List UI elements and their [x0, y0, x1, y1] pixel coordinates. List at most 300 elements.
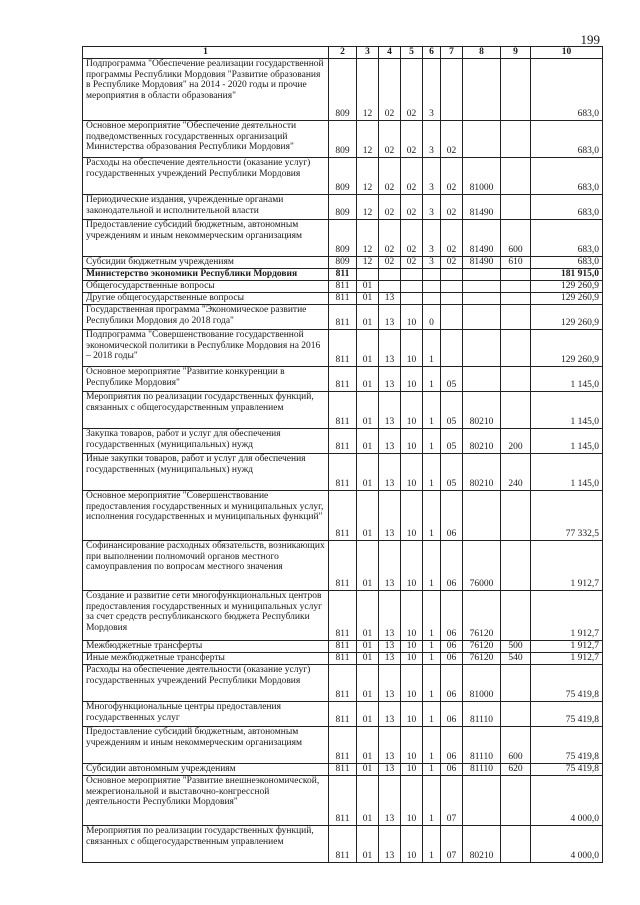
- row-code-cell: 3: [423, 220, 441, 257]
- row-amount: 1 145,0: [531, 454, 603, 491]
- row-code-cell: [463, 121, 501, 158]
- row-code-cell: 06: [441, 641, 463, 653]
- row-code-cell: 13: [379, 305, 401, 330]
- row-code-cell: 200: [501, 429, 531, 454]
- row-code-cell: 10: [401, 826, 423, 863]
- row-code-cell: 12: [357, 257, 379, 269]
- row-code-cell: 13: [379, 591, 401, 641]
- row-code-cell: 10: [401, 429, 423, 454]
- row-code-cell: 10: [401, 653, 423, 665]
- row-code-cell: 811: [329, 826, 357, 863]
- row-code-cell: [463, 293, 501, 305]
- row-code-cell: 811: [329, 330, 357, 367]
- row-code-cell: [401, 281, 423, 293]
- row-code-cell: 10: [401, 591, 423, 641]
- row-description: Иные закупки товаров, работ и услуг для обеспечения государственных (муниципальных) нужд: [83, 454, 329, 491]
- row-code-cell: 01: [357, 764, 379, 776]
- row-code-cell: 07: [441, 776, 463, 826]
- row-code-cell: 811: [329, 281, 357, 293]
- column-header: 8: [463, 47, 501, 59]
- row-code-cell: 81110: [463, 764, 501, 776]
- row-code-cell: 01: [357, 541, 379, 591]
- column-header: 6: [423, 47, 441, 59]
- row-code-cell: 02: [441, 257, 463, 269]
- row-code-cell: 0: [423, 305, 441, 330]
- row-code-cell: 12: [357, 195, 379, 220]
- table-row: [83, 195, 603, 220]
- row-code-cell: 809: [329, 59, 357, 121]
- row-code-cell: 1: [423, 591, 441, 641]
- row-code-cell: [441, 305, 463, 330]
- row-amount: 75 419,8: [531, 727, 603, 764]
- row-code-cell: 1: [423, 454, 441, 491]
- row-code-cell: [501, 367, 531, 392]
- row-amount: 683,0: [531, 220, 603, 257]
- row-code-cell: 3: [423, 59, 441, 121]
- row-code-cell: 1: [423, 541, 441, 591]
- row-code-cell: 01: [357, 826, 379, 863]
- row-code-cell: 06: [441, 541, 463, 591]
- row-code-cell: 06: [441, 591, 463, 641]
- row-description: Министерство экономики Республики Мордовия: [83, 269, 329, 281]
- column-header: 10: [531, 47, 603, 59]
- row-code-cell: 13: [379, 702, 401, 727]
- row-code-cell: 81110: [463, 702, 501, 727]
- row-code-cell: [501, 541, 531, 591]
- row-description: Мероприятия по реализации государственных функций, связанных с общегосударственным управлением: [83, 392, 329, 429]
- row-code-cell: 07: [441, 826, 463, 863]
- row-code-cell: 1: [423, 727, 441, 764]
- row-amount: 4 000,0: [531, 826, 603, 863]
- row-code-cell: [463, 281, 501, 293]
- row-code-cell: 02: [379, 220, 401, 257]
- row-code-cell: [441, 269, 463, 281]
- row-code-cell: 811: [329, 641, 357, 653]
- row-code-cell: 1: [423, 826, 441, 863]
- row-code-cell: [423, 269, 441, 281]
- row-description: Мероприятия по реализации государственных функций, связанных с общегосударственным управлением: [83, 826, 329, 863]
- table-row: [83, 121, 603, 158]
- column-header: 1: [83, 47, 329, 59]
- table-row: [83, 305, 603, 330]
- row-code-cell: [501, 491, 531, 541]
- row-code-cell: 1: [423, 330, 441, 367]
- row-code-cell: 1: [423, 653, 441, 665]
- row-code-cell: 811: [329, 653, 357, 665]
- table-row: [83, 826, 603, 863]
- row-description: Иные межбюджетные трансферты: [83, 653, 329, 665]
- row-code-cell: 76120: [463, 641, 501, 653]
- row-code-cell: 1: [423, 491, 441, 541]
- row-description: Создание и развитие сети многофункциональных центров предоставления государственных и муниципальных услуг за счет средств республиканского бюджета Республики Мордовия: [83, 591, 329, 641]
- row-code-cell: 02: [441, 121, 463, 158]
- row-code-cell: 13: [379, 776, 401, 826]
- row-description: Межбюджетные трансферты: [83, 641, 329, 653]
- row-code-cell: [441, 330, 463, 367]
- row-code-cell: 01: [357, 281, 379, 293]
- row-code-cell: 05: [441, 392, 463, 429]
- row-code-cell: 13: [379, 454, 401, 491]
- row-amount: 129 260,9: [531, 281, 603, 293]
- table-row: [83, 591, 603, 641]
- row-code-cell: 12: [357, 220, 379, 257]
- row-amount: 683,0: [531, 59, 603, 121]
- row-code-cell: 10: [401, 491, 423, 541]
- row-code-cell: 811: [329, 764, 357, 776]
- table-row: [83, 257, 603, 269]
- row-code-cell: 240: [501, 454, 531, 491]
- page-number: 199: [580, 32, 600, 47]
- row-code-cell: 1: [423, 367, 441, 392]
- row-code-cell: 10: [401, 454, 423, 491]
- row-description: Основное мероприятие "Совершенствование предоставления государственных и муниципальных услуг, исполнения государственных и муниципальных функций": [83, 491, 329, 541]
- row-description: Другие общегосударственные вопросы: [83, 293, 329, 305]
- row-code-cell: 02: [401, 59, 423, 121]
- row-amount: 75 419,8: [531, 665, 603, 702]
- row-code-cell: [441, 293, 463, 305]
- row-code-cell: 01: [357, 591, 379, 641]
- row-code-cell: 80210: [463, 392, 501, 429]
- row-code-cell: 811: [329, 541, 357, 591]
- row-code-cell: 10: [401, 641, 423, 653]
- row-code-cell: [463, 491, 501, 541]
- row-description: Подпрограмма "Обеспечение реализации государственной программы Республики Мордовия "Развитие образования в Республике Мордовия" на 2014 - 2020 годы и прочие мероприятия в области образования": [83, 59, 329, 121]
- row-code-cell: 81110: [463, 727, 501, 764]
- row-code-cell: 10: [401, 541, 423, 591]
- table-row: [83, 392, 603, 429]
- table-row: [83, 641, 603, 653]
- row-amount: 1 912,7: [531, 541, 603, 591]
- row-code-cell: [501, 158, 531, 195]
- row-amount: 1 912,7: [531, 591, 603, 641]
- row-code-cell: [501, 305, 531, 330]
- row-code-cell: 05: [441, 454, 463, 491]
- row-amount: 1 912,7: [531, 653, 603, 665]
- row-amount: 683,0: [531, 121, 603, 158]
- row-code-cell: 13: [379, 392, 401, 429]
- table-row: [83, 293, 603, 305]
- table-row: [83, 727, 603, 764]
- row-code-cell: 01: [357, 367, 379, 392]
- row-code-cell: 02: [441, 220, 463, 257]
- row-code-cell: [501, 293, 531, 305]
- row-code-cell: 06: [441, 653, 463, 665]
- row-description: Государственная программа "Экономическое развитие Республики Мордовия до 2018 года": [83, 305, 329, 330]
- column-header: 3: [357, 47, 379, 59]
- row-code-cell: 811: [329, 727, 357, 764]
- row-amount: 75 419,8: [531, 764, 603, 776]
- row-description: Расходы на обеспечение деятельности (оказание услуг) государственных учреждений Республики Мордовия: [83, 158, 329, 195]
- row-code-cell: 1: [423, 665, 441, 702]
- row-code-cell: 10: [401, 764, 423, 776]
- row-code-cell: 1: [423, 776, 441, 826]
- row-code-cell: 05: [441, 367, 463, 392]
- row-code-cell: [501, 281, 531, 293]
- table-row: [83, 429, 603, 454]
- row-code-cell: 1: [423, 641, 441, 653]
- row-description: Предоставление субсидий бюджетным, автономным учреждениям и иным некоммерческим организациям: [83, 727, 329, 764]
- row-description: Периодические издания, учрежденные органами законодательной и исполнительной власти: [83, 195, 329, 220]
- row-code-cell: [501, 591, 531, 641]
- row-amount: 129 260,9: [531, 293, 603, 305]
- row-amount: 129 260,9: [531, 330, 603, 367]
- row-code-cell: 80210: [463, 429, 501, 454]
- row-code-cell: 809: [329, 121, 357, 158]
- table-row: [83, 665, 603, 702]
- row-amount: 129 260,9: [531, 305, 603, 330]
- row-description: Основное мероприятие "Развитие внешнеэкономической, межрегиональной и выставочно-конгрессной деятельности Республики Мордовия": [83, 776, 329, 826]
- column-number-row: [83, 47, 603, 59]
- table-row: [83, 59, 603, 121]
- row-code-cell: 13: [379, 293, 401, 305]
- row-code-cell: 13: [379, 665, 401, 702]
- row-code-cell: 02: [379, 195, 401, 220]
- row-code-cell: 13: [379, 541, 401, 591]
- row-code-cell: [501, 665, 531, 702]
- table-row: [83, 158, 603, 195]
- row-code-cell: 02: [379, 158, 401, 195]
- row-code-cell: 05: [441, 429, 463, 454]
- row-amount: 1 912,7: [531, 641, 603, 653]
- row-code-cell: 13: [379, 429, 401, 454]
- row-code-cell: [501, 702, 531, 727]
- row-code-cell: 620: [501, 764, 531, 776]
- row-code-cell: 811: [329, 776, 357, 826]
- row-code-cell: 13: [379, 826, 401, 863]
- row-code-cell: 811: [329, 665, 357, 702]
- row-code-cell: 811: [329, 454, 357, 491]
- table-row: [83, 281, 603, 293]
- row-description: Субсидии автономным учреждениям: [83, 764, 329, 776]
- row-description: Предоставление субсидий бюджетным, автономным учреждениям и иным некоммерческим организациям: [83, 220, 329, 257]
- row-description: Субсидии бюджетным учреждениям: [83, 257, 329, 269]
- table-body: [83, 59, 603, 863]
- row-code-cell: [401, 269, 423, 281]
- row-code-cell: 02: [441, 195, 463, 220]
- row-code-cell: 3: [423, 121, 441, 158]
- row-code-cell: [463, 59, 501, 121]
- row-code-cell: 06: [441, 764, 463, 776]
- row-description: Закупка товаров, работ и услуг для обеспечения государственных (муниципальных) нужд: [83, 429, 329, 454]
- row-code-cell: 1: [423, 702, 441, 727]
- row-code-cell: 10: [401, 776, 423, 826]
- row-code-cell: 1: [423, 764, 441, 776]
- row-amount: 683,0: [531, 195, 603, 220]
- row-code-cell: 01: [357, 702, 379, 727]
- row-code-cell: 01: [357, 491, 379, 541]
- row-code-cell: 02: [379, 257, 401, 269]
- row-code-cell: [423, 281, 441, 293]
- row-code-cell: 81490: [463, 195, 501, 220]
- row-code-cell: 06: [441, 491, 463, 541]
- row-code-cell: [501, 195, 531, 220]
- row-code-cell: [357, 269, 379, 281]
- row-code-cell: 13: [379, 367, 401, 392]
- row-code-cell: 811: [329, 269, 357, 281]
- row-code-cell: 3: [423, 195, 441, 220]
- row-code-cell: [501, 826, 531, 863]
- row-code-cell: 600: [501, 727, 531, 764]
- row-code-cell: 811: [329, 293, 357, 305]
- row-code-cell: 01: [357, 305, 379, 330]
- row-code-cell: 3: [423, 158, 441, 195]
- table-row: [83, 491, 603, 541]
- row-code-cell: [463, 367, 501, 392]
- column-header: 4: [379, 47, 401, 59]
- row-code-cell: 01: [357, 429, 379, 454]
- row-code-cell: 01: [357, 330, 379, 367]
- row-amount: 77 332,5: [531, 491, 603, 541]
- row-code-cell: 809: [329, 220, 357, 257]
- row-code-cell: [501, 330, 531, 367]
- row-code-cell: [463, 269, 501, 281]
- row-code-cell: 809: [329, 257, 357, 269]
- row-code-cell: 02: [379, 121, 401, 158]
- row-code-cell: [379, 269, 401, 281]
- row-code-cell: 13: [379, 653, 401, 665]
- row-description: Основное мероприятие "Обеспечение деятельности подведомственных государственных организаций Министерства образования Республики Мордовия": [83, 121, 329, 158]
- column-header: 2: [329, 47, 357, 59]
- row-code-cell: [501, 776, 531, 826]
- row-code-cell: [401, 293, 423, 305]
- row-code-cell: 12: [357, 158, 379, 195]
- row-code-cell: 81490: [463, 257, 501, 269]
- table-row: [83, 220, 603, 257]
- row-code-cell: 13: [379, 764, 401, 776]
- row-code-cell: 10: [401, 727, 423, 764]
- row-code-cell: [501, 392, 531, 429]
- row-code-cell: [441, 281, 463, 293]
- row-amount: 181 915,0: [531, 269, 603, 281]
- row-code-cell: 76000: [463, 541, 501, 591]
- row-code-cell: 600: [501, 220, 531, 257]
- row-description: Общегосударственные вопросы: [83, 281, 329, 293]
- row-code-cell: 13: [379, 641, 401, 653]
- row-code-cell: 809: [329, 158, 357, 195]
- row-code-cell: 3: [423, 257, 441, 269]
- row-code-cell: 02: [379, 59, 401, 121]
- table-row: [83, 702, 603, 727]
- table-row: [83, 776, 603, 826]
- row-code-cell: 10: [401, 702, 423, 727]
- row-code-cell: 02: [401, 257, 423, 269]
- row-code-cell: 10: [401, 305, 423, 330]
- row-code-cell: 06: [441, 727, 463, 764]
- row-code-cell: 811: [329, 491, 357, 541]
- row-code-cell: 80210: [463, 826, 501, 863]
- row-code-cell: 13: [379, 727, 401, 764]
- row-code-cell: 811: [329, 591, 357, 641]
- row-code-cell: 10: [401, 665, 423, 702]
- row-code-cell: 1: [423, 392, 441, 429]
- table-row: [83, 764, 603, 776]
- row-amount: 4 000,0: [531, 776, 603, 826]
- row-code-cell: 02: [401, 220, 423, 257]
- row-code-cell: 811: [329, 392, 357, 429]
- row-code-cell: 02: [401, 158, 423, 195]
- row-code-cell: 81000: [463, 665, 501, 702]
- table-row: [83, 653, 603, 665]
- row-code-cell: 10: [401, 392, 423, 429]
- row-code-cell: 01: [357, 454, 379, 491]
- table-row: [83, 269, 603, 281]
- row-code-cell: [501, 59, 531, 121]
- row-description: Многофункциональные центры предоставления государственных услуг: [83, 702, 329, 727]
- row-code-cell: 811: [329, 429, 357, 454]
- row-code-cell: 01: [357, 653, 379, 665]
- row-code-cell: 811: [329, 702, 357, 727]
- column-header: 5: [401, 47, 423, 59]
- row-code-cell: [441, 59, 463, 121]
- row-code-cell: [423, 293, 441, 305]
- row-code-cell: 13: [379, 491, 401, 541]
- row-description: Подпрограмма "Совершенствование государственной экономической политики в Республике Мордовия на 2016 – 2018 годы": [83, 330, 329, 367]
- row-code-cell: [501, 269, 531, 281]
- row-code-cell: 81000: [463, 158, 501, 195]
- budget-table: [82, 46, 603, 863]
- row-code-cell: 76120: [463, 653, 501, 665]
- row-code-cell: [501, 121, 531, 158]
- table-row: [83, 454, 603, 491]
- row-code-cell: 01: [357, 641, 379, 653]
- row-code-cell: 01: [357, 293, 379, 305]
- row-code-cell: 10: [401, 367, 423, 392]
- row-code-cell: 01: [357, 727, 379, 764]
- row-code-cell: 610: [501, 257, 531, 269]
- row-code-cell: 81490: [463, 220, 501, 257]
- row-code-cell: 13: [379, 330, 401, 367]
- row-code-cell: 01: [357, 776, 379, 826]
- row-amount: 1 145,0: [531, 429, 603, 454]
- row-amount: 75 419,8: [531, 702, 603, 727]
- column-header: 7: [441, 47, 463, 59]
- row-code-cell: 02: [401, 195, 423, 220]
- table-row: [83, 541, 603, 591]
- row-code-cell: 76120: [463, 591, 501, 641]
- table-row: [83, 330, 603, 367]
- row-code-cell: 1: [423, 429, 441, 454]
- row-description: Софинансирование расходных обязательств, возникающих при выполнении полномочий органов местного самоуправления по вопросам местного значения: [83, 541, 329, 591]
- row-code-cell: 540: [501, 653, 531, 665]
- row-code-cell: 12: [357, 59, 379, 121]
- row-code-cell: 06: [441, 665, 463, 702]
- row-code-cell: 01: [357, 392, 379, 429]
- row-amount: 683,0: [531, 158, 603, 195]
- row-amount: 683,0: [531, 257, 603, 269]
- row-amount: 1 145,0: [531, 392, 603, 429]
- row-code-cell: 811: [329, 305, 357, 330]
- row-code-cell: [379, 281, 401, 293]
- row-code-cell: [463, 776, 501, 826]
- row-code-cell: 811: [329, 367, 357, 392]
- column-header: 9: [501, 47, 531, 59]
- row-code-cell: 12: [357, 121, 379, 158]
- row-code-cell: [463, 305, 501, 330]
- row-code-cell: 809: [329, 195, 357, 220]
- row-description: Расходы на обеспечение деятельности (оказание услуг) государственных учреждений Республики Мордовия: [83, 665, 329, 702]
- row-code-cell: 01: [357, 665, 379, 702]
- row-amount: 1 145,0: [531, 367, 603, 392]
- row-code-cell: 10: [401, 330, 423, 367]
- row-code-cell: 06: [441, 702, 463, 727]
- row-description: Основное мероприятие "Развитие конкуренции в Республике Мордовия": [83, 367, 329, 392]
- row-code-cell: 500: [501, 641, 531, 653]
- row-code-cell: [463, 330, 501, 367]
- table-row: [83, 367, 603, 392]
- row-code-cell: 80210: [463, 454, 501, 491]
- row-code-cell: 02: [401, 121, 423, 158]
- row-code-cell: 02: [441, 158, 463, 195]
